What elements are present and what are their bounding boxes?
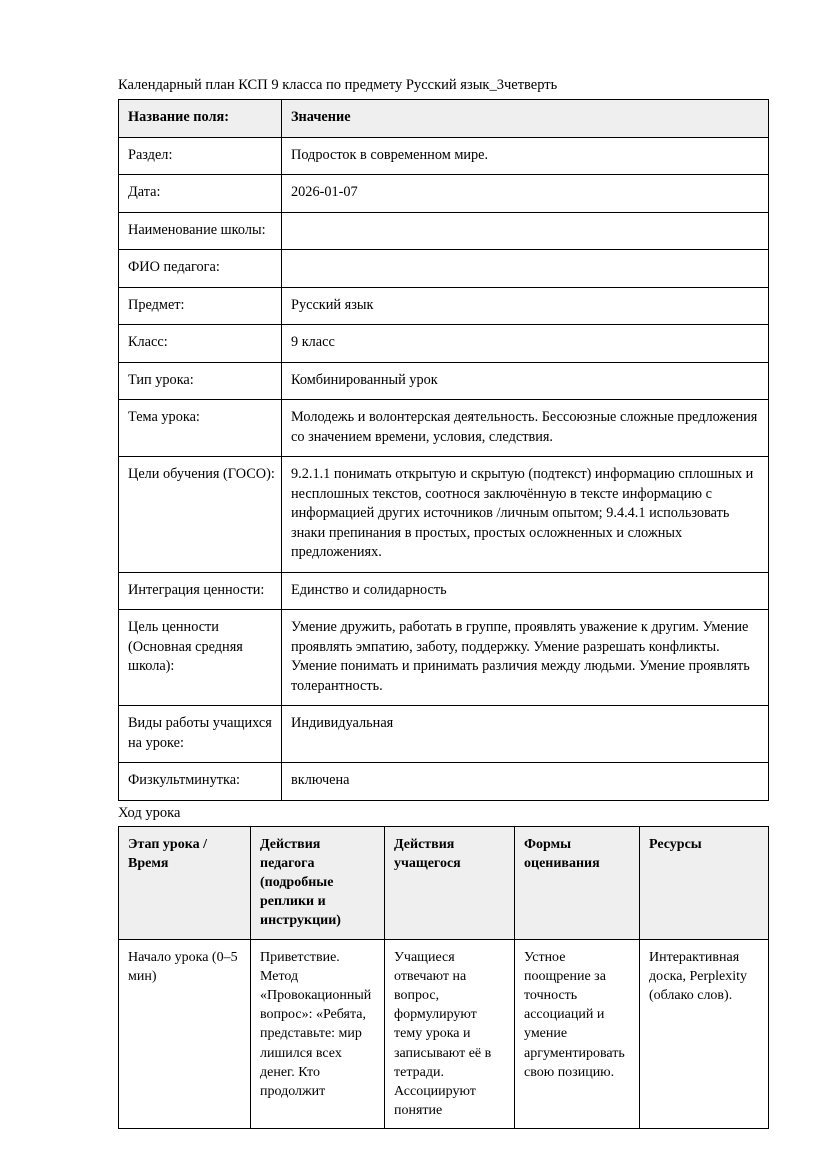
table-row: [119, 610, 769, 706]
lesson-flow-table: [118, 826, 769, 1130]
row-value-physical-minute: включена: [282, 763, 769, 801]
table-row: [119, 572, 769, 610]
column-header-teacher-actions: Действия педагога (подробные реплики и инструкции): [251, 826, 385, 939]
row-label-data: Дата:: [119, 175, 282, 213]
table-row: [119, 939, 769, 1129]
cell-student-actions: Учащиеся отвечают на вопрос, формулируют тему урока и записывают её в тетради. Ассоциируют понятие: [385, 939, 515, 1129]
table-row: [119, 250, 769, 288]
table-row: [119, 137, 769, 175]
row-label-razdel: Раздел:: [119, 137, 282, 175]
row-label-grade: Класс:: [119, 325, 282, 363]
row-value-grade: 9 класс: [282, 325, 769, 363]
row-label-learning-objectives: Цели обучения (ГОСО):: [119, 457, 282, 573]
row-label-value-integration: Интеграция ценности:: [119, 572, 282, 610]
row-value-lesson-topic: Молодежь и волонтерская деятельность. Бессоюзные сложные предложения со значением времени, условия, следствия.: [282, 400, 769, 457]
row-label-school-name: Наименование школы:: [119, 212, 282, 250]
column-header-stage: Этап урока / Время: [119, 826, 251, 939]
table-row: [119, 212, 769, 250]
row-label-subject: Предмет:: [119, 287, 282, 325]
lesson-info-table: [118, 99, 769, 801]
table-row: [119, 400, 769, 457]
row-value-school-name: [282, 212, 769, 250]
cell-stage: Начало урока (0–5 мин): [119, 939, 251, 1129]
cell-assessment-forms: Устное поощрение за точность ассоциаций и умение аргументировать свою позицию.: [515, 939, 640, 1129]
lesson-info-body: [119, 100, 769, 801]
document-page: [118, 76, 768, 1129]
table-row: [119, 706, 769, 763]
table-row: [119, 763, 769, 801]
row-value-lesson-type: Комбинированный урок: [282, 362, 769, 400]
row-value-work-types: Индивидуальная: [282, 706, 769, 763]
table-row: [119, 287, 769, 325]
row-value-learning-objectives: 9.2.1.1 понимать открытую и скрытую (подтекст) информацию сплошных и несплошных текстов, соотнося заключённую в тексте информацию с информацией других источников /личным опытом; 9.4.4.1 использовать знаки препинания в простых, простых осложненных и сложных предложениях.: [282, 457, 769, 573]
header-field-name: Название поля:: [119, 100, 282, 138]
row-value-razdel: Подросток в современном мире.: [282, 137, 769, 175]
cell-resources: Интерактивная доска, Perplexity (облако слов).: [640, 939, 769, 1129]
section-title-lesson-flow: Ход урока: [118, 804, 181, 821]
row-label-work-types: Виды работы учащихся на уроке:: [119, 706, 282, 763]
row-value-value-goal: Умение дружить, работать в группе, проявлять уважение к другим. Умение проявлять эмпатию, заботу, поддержку. Умение разрешать конфликты. Умение понимать и принимать различия между людьми. Умение проявлять толерантность.: [282, 610, 769, 706]
table-row: [119, 362, 769, 400]
row-value-value-integration: Единство и солидарность: [282, 572, 769, 610]
page-title: Календарный план КСП 9 класса по предмету Русский язык_3четверть: [118, 77, 558, 93]
row-value-data: 2026-01-07: [282, 175, 769, 213]
row-value-subject: Русский язык: [282, 287, 769, 325]
row-label-value-goal: Цель ценности (Основная средняя школа):: [119, 610, 282, 706]
table-row: [119, 457, 769, 573]
table-row: [119, 325, 769, 363]
row-value-teacher-name: [282, 250, 769, 288]
row-label-lesson-topic: Тема урока:: [119, 400, 282, 457]
table-header-row: [119, 100, 769, 138]
row-label-teacher-name: ФИО педагога:: [119, 250, 282, 288]
row-label-physical-minute: Физкультминутка:: [119, 763, 282, 801]
column-header-resources: Ресурсы: [640, 826, 769, 939]
row-label-lesson-type: Тип урока:: [119, 362, 282, 400]
lesson-flow-body: [119, 826, 769, 1129]
table-header-row: [119, 826, 769, 939]
column-header-student-actions: Действия учащегося: [385, 826, 515, 939]
column-header-assessment-forms: Формы оценивания: [515, 826, 640, 939]
cell-teacher-actions: Приветствие. Метод «Провокационный вопрос»: «Ребята, представьте: мир лишился всех денег. Кто продолжит: [251, 939, 385, 1129]
header-field-value: Значение: [282, 100, 769, 138]
table-row: [119, 175, 769, 213]
